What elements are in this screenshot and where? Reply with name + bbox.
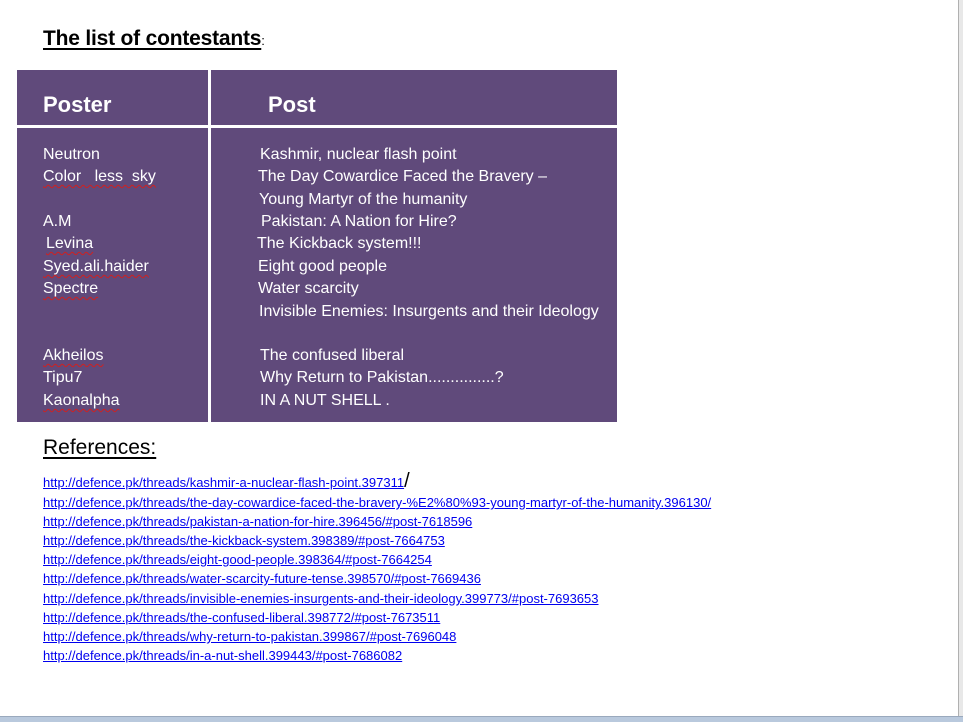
references-title: References: xyxy=(43,436,157,459)
post-cell: Eight good people xyxy=(258,258,387,275)
post-cell: The Day Cowardice Faced the Bravery – xyxy=(258,168,548,185)
poster-cell: Akheilos xyxy=(43,347,104,364)
header-post: Post xyxy=(268,92,316,117)
post-cell: The Kickback system!!! xyxy=(257,235,422,252)
reference-link[interactable]: http://defence.pk/threads/the-day-cowardice-faced-the-bravery-%E2%80%93-young-martyr-of-the-humanity.396130/ xyxy=(43,495,712,510)
reference-link-text[interactable]: http://defence.pk/threads/kashmir-a-nuclear-flash-point.397311 xyxy=(43,475,405,490)
post-cell: Why Return to Pakistan...............? xyxy=(260,369,504,386)
poster-cell: Kaonalpha xyxy=(43,392,120,409)
trailing-slash: / xyxy=(404,470,410,492)
reference-link[interactable] xyxy=(43,470,410,493)
post-cell: The confused liberal xyxy=(260,347,405,364)
reference-link[interactable]: http://defence.pk/threads/eight-good-people.398364/#post-7664254 xyxy=(43,552,432,567)
title-text: The list of contestants xyxy=(43,27,262,50)
reference-link[interactable]: http://defence.pk/threads/invisible-enemies-insurgents-and-their-ideology.399773/#post-7693653 xyxy=(43,591,599,606)
post-cell: Invisible Enemies: Insurgents and their Ideology xyxy=(259,303,599,320)
poster-cell: Spectre xyxy=(43,280,99,297)
reference-link[interactable]: http://defence.pk/threads/water-scarcity-future-tense.398570/#post-7669436 xyxy=(43,571,481,586)
reference-link[interactable]: http://defence.pk/threads/why-return-to-pakistan.399867/#post-7696048 xyxy=(43,629,457,644)
reference-link[interactable]: http://defence.pk/threads/pakistan-a-nation-for-hire.396456/#post-7618596 xyxy=(43,514,473,529)
reference-link[interactable]: http://defence.pk/threads/in-a-nut-shell.399443/#post-7686082 xyxy=(43,648,403,663)
column-divider xyxy=(208,70,211,422)
post-cell: Kashmir, nuclear flash point xyxy=(260,146,457,163)
reference-link[interactable]: http://defence.pk/threads/the-kickback-system.398389/#post-7664753 xyxy=(43,533,445,548)
post-cell: Pakistan: A Nation for Hire? xyxy=(261,213,457,230)
window-right-border xyxy=(958,0,963,722)
title-colon: : xyxy=(261,33,265,48)
poster-cell: A.M xyxy=(43,213,72,230)
post-cell: IN A NUT SHELL . xyxy=(260,392,390,409)
post-cell: Young Martyr of the humanity xyxy=(259,191,468,208)
header-divider xyxy=(17,125,617,128)
post-cell: Water scarcity xyxy=(258,280,359,297)
poster-cell: Color less sky xyxy=(43,168,156,185)
poster-cell: Tipu7 xyxy=(43,369,83,386)
window-bottom-border xyxy=(0,716,963,722)
slide-title xyxy=(43,27,265,51)
poster-cell: Levina xyxy=(46,235,94,252)
reference-link[interactable]: http://defence.pk/threads/the-confused-liberal.398772/#post-7673511 xyxy=(43,610,441,625)
poster-cell: Syed.ali.haider xyxy=(43,258,149,275)
contestants-table xyxy=(17,70,617,422)
poster-cell: Neutron xyxy=(43,146,100,163)
header-poster: Poster xyxy=(43,92,112,117)
